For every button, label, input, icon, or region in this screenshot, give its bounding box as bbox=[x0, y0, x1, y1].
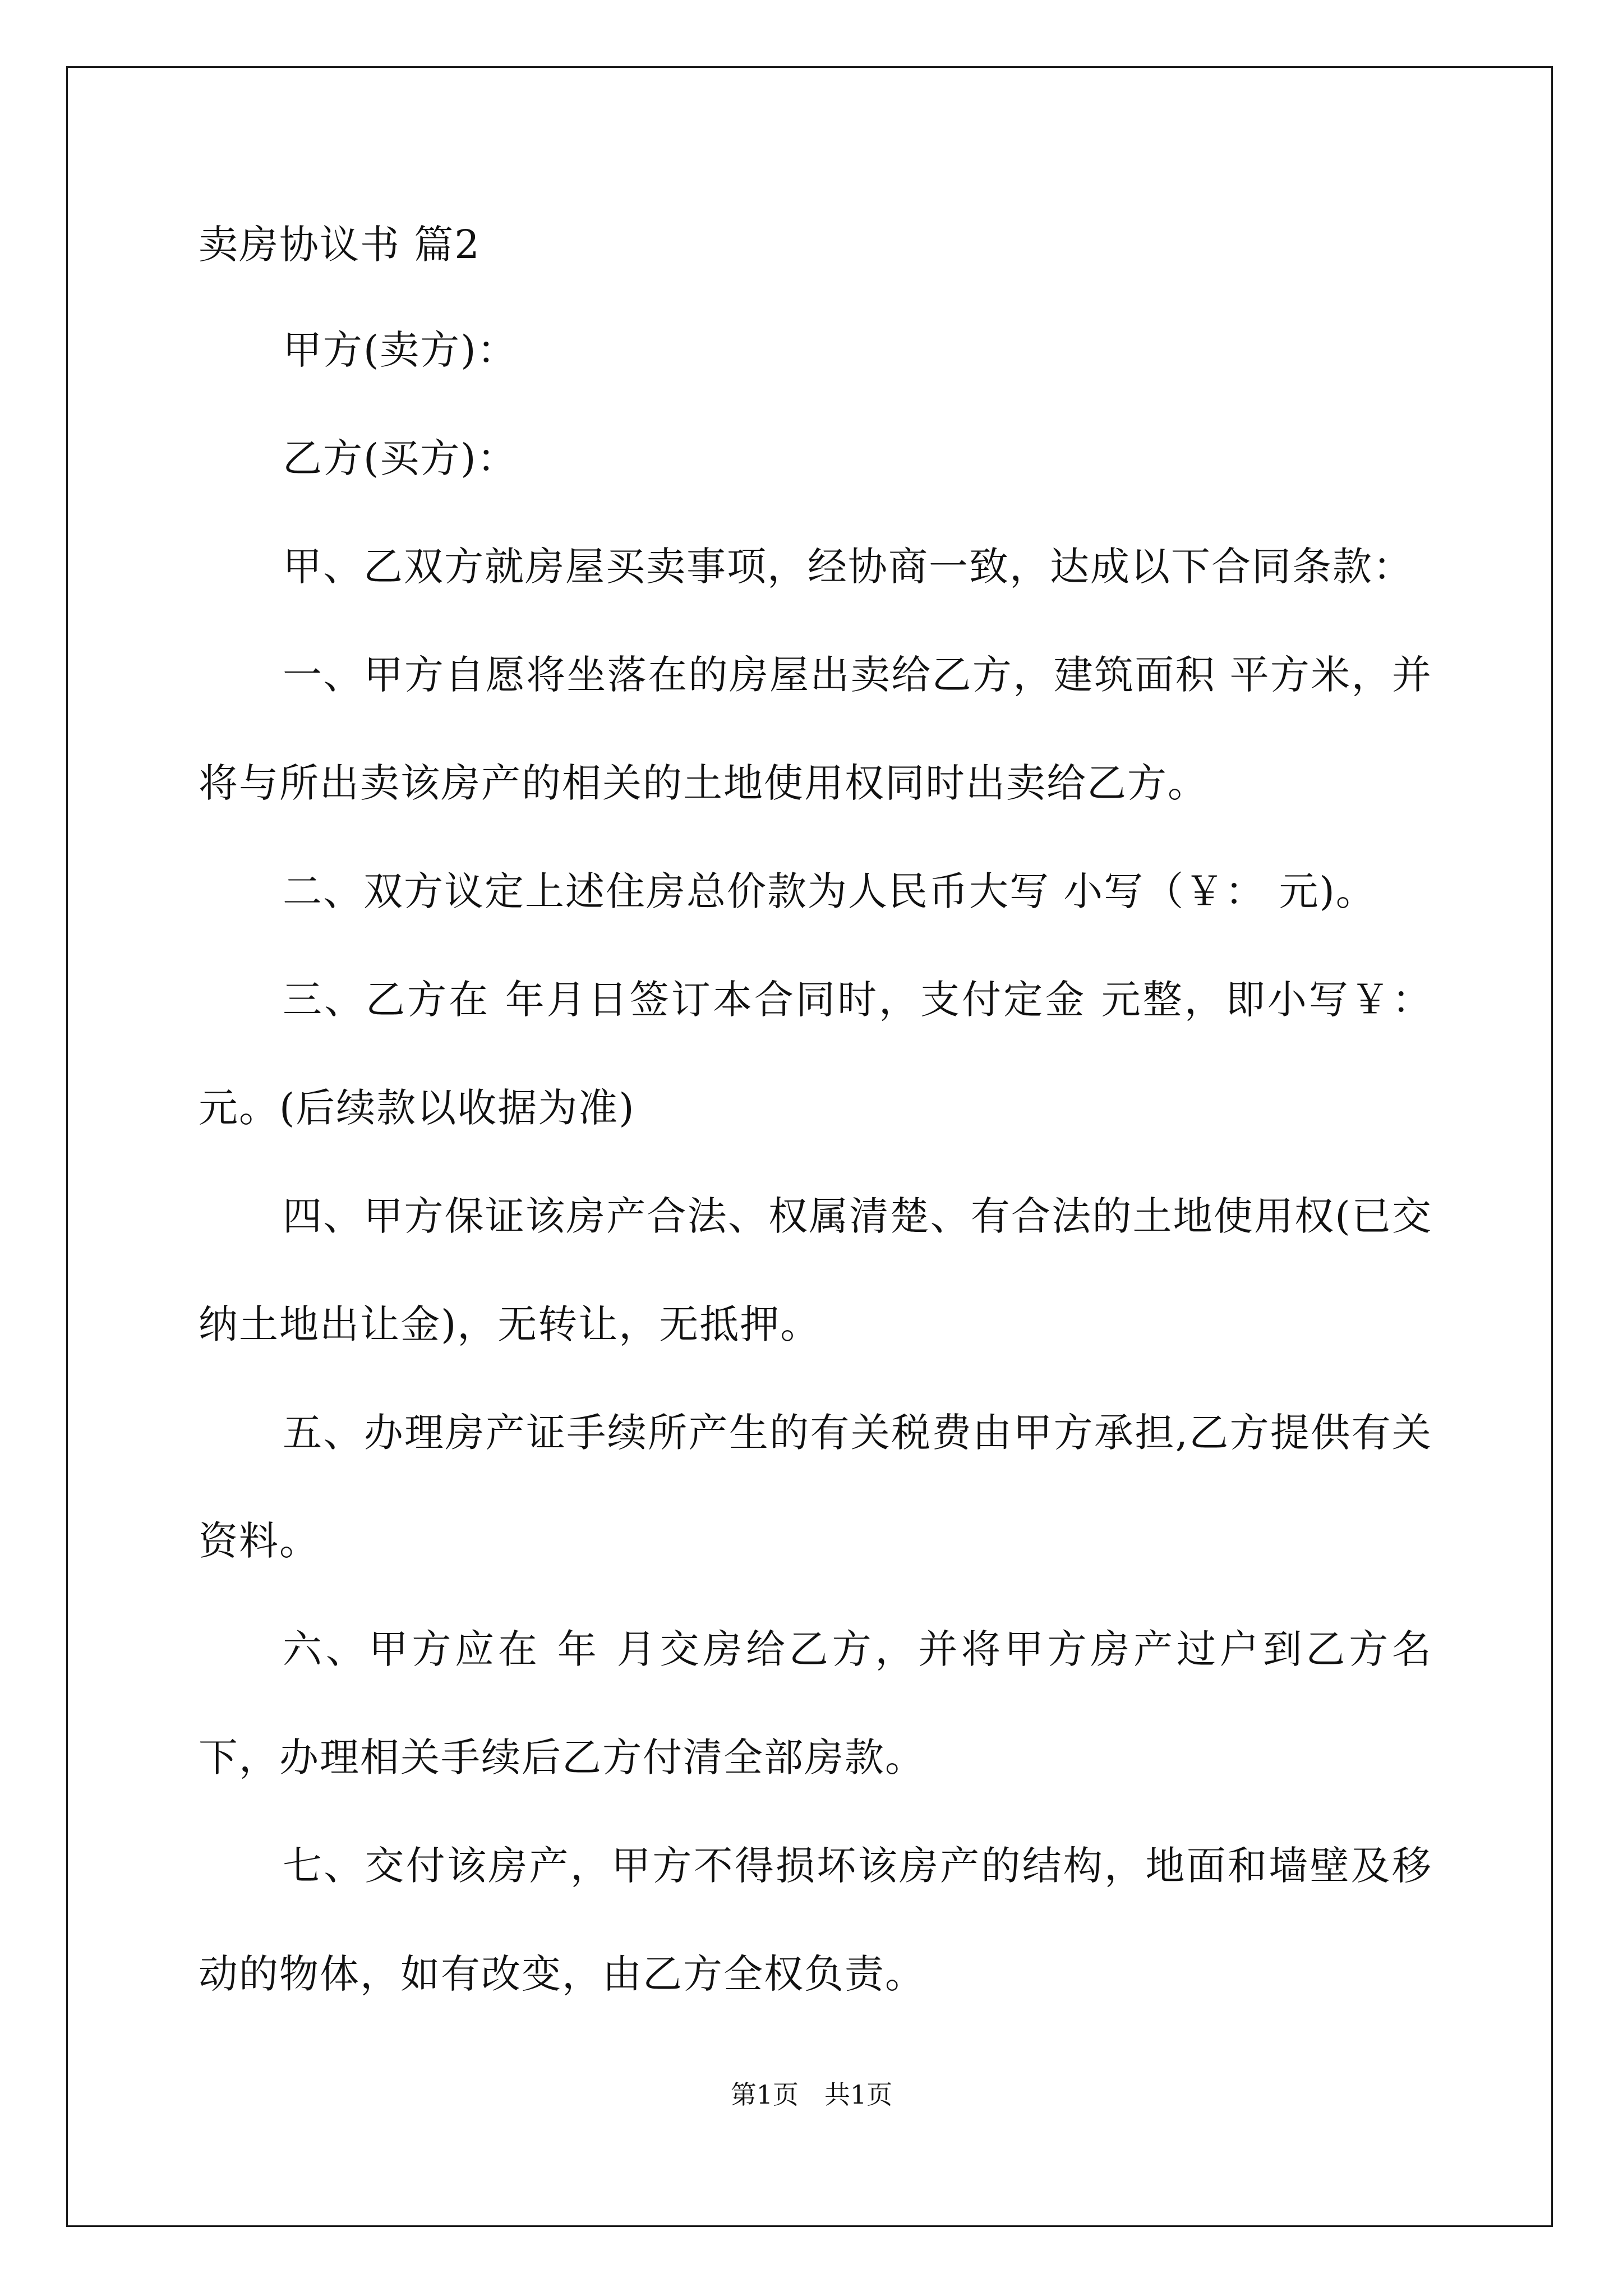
paragraph-clause-6: 六、甲方应在 年 月交房给乙方，并将甲方房产过户到乙方名下，办理相关手续后乙方付清全部房款。 bbox=[199, 1626, 1432, 1780]
page-footer: 第1页 共1页 bbox=[730, 2079, 893, 2110]
paragraph-preamble: 甲、乙双方就房屋买卖事项，经协商一致，达成以下合同条款： bbox=[283, 544, 1413, 590]
paragraph-clause-3: 三、乙方在 年月日签订本合同时，支付定金 元整，即小写￥：元。(后续款以收据为准) bbox=[199, 977, 1432, 1131]
paragraph-clause-2: 二、双方议定上述住房总价款为人民币大写 小写（￥： 元)。 bbox=[283, 868, 1376, 914]
paragraph-party-b: 乙方(买方)： bbox=[283, 435, 518, 481]
paragraph-clause-7: 七、交付该房产，甲方不得损坏该房产的结构，地面和墙壁及移动的物体，如有改变，由乙方全权负责。 bbox=[199, 1843, 1432, 1997]
paragraph-clause-5: 五、办理房产证手续所产生的有关税费由甲方承担,乙方提供有关资料。 bbox=[199, 1410, 1432, 1564]
paragraph-clause-1: 一、甲方自愿将坐落在的房屋出卖给乙方，建筑面积 平方米，并将与所出卖该房产的相关的土地使用权同时出卖给乙方。 bbox=[199, 652, 1432, 806]
document-title: 卖房协议书 篇2 bbox=[199, 222, 481, 268]
paragraph-party-a: 甲方(卖方)： bbox=[283, 327, 518, 373]
paragraph-clause-4: 四、甲方保证该房产合法、权属清楚、有合法的土地使用权(已交纳土地出让金)，无转让，无抵押。 bbox=[199, 1193, 1432, 1347]
